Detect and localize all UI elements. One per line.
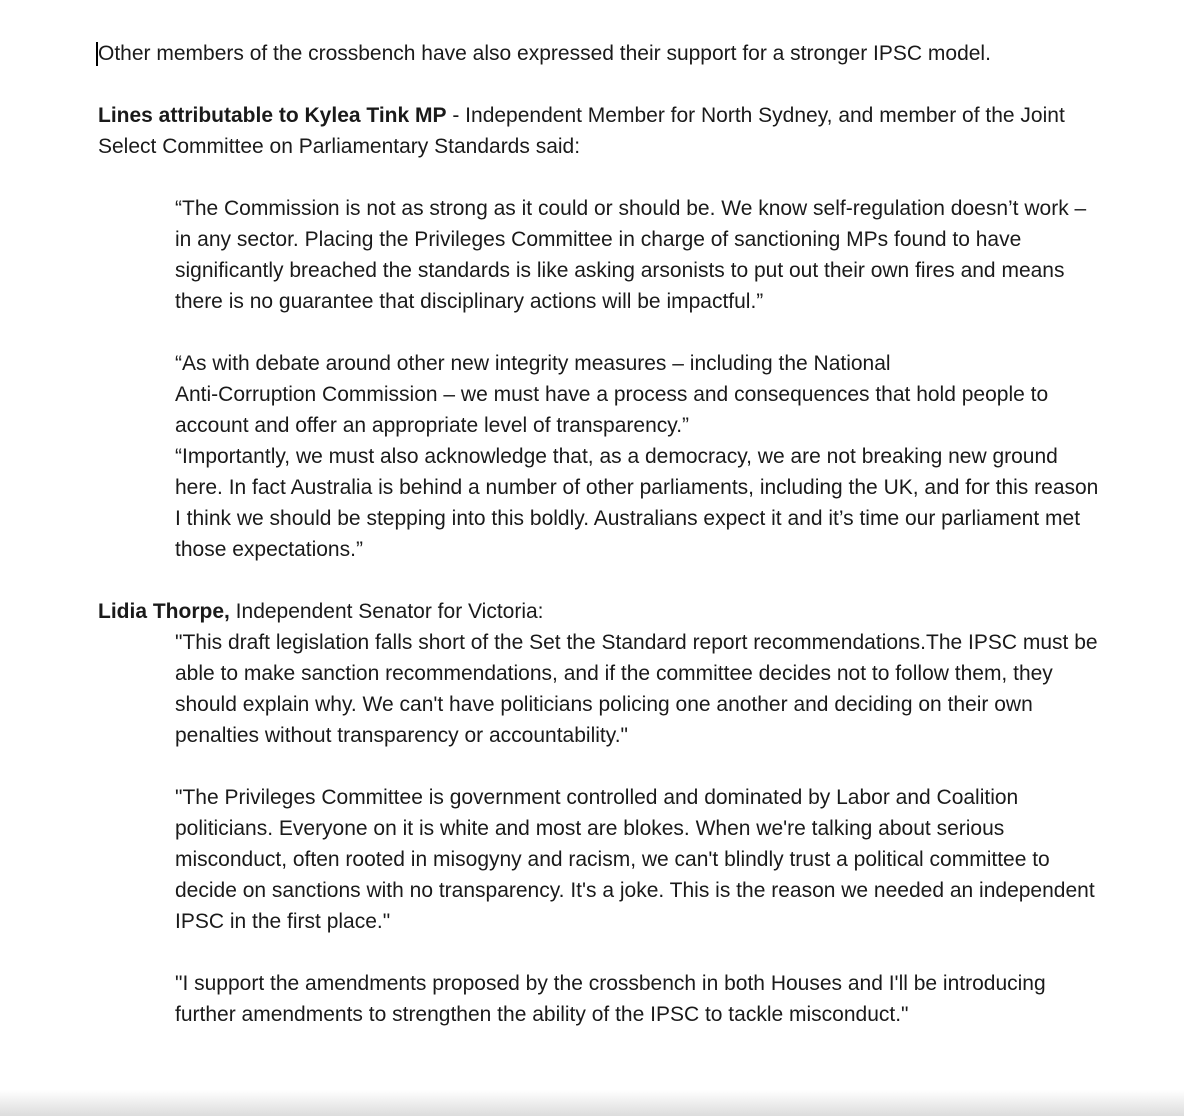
tink-quote-2 xyxy=(175,348,1108,441)
thorpe-quote-2: "The Privileges Committee is government controlled and dominated by Labor and Coalition politicians. Everyone on it is white and most are blokes. When we're talking about serious misconduct, often rooted in misogyny and racism, we can't blindly trust a political committee to decide on sanctions with no transparency. It's a joke. This is the reason we needed an independent IPSC in the first place." xyxy=(175,786,1095,933)
tink-quote-2-line-2: Anti-Corruption Commission – we must have a process and consequences that hold people to account and offer an appropriate level of transparency.” xyxy=(175,383,1049,437)
thorpe-quote-1: "This draft legislation falls short of the Set the Standard report recommendations.The IPSC must be able to make sanction recommendations, and if the committee decides not to follow them, they should explain why. We can't have politicians policing one another and deciding on their own penalties without transparency or accountability." xyxy=(175,631,1098,747)
intro-paragraph: Other members of the crossbench have also expressed their support for a stronger IPSC model. xyxy=(98,42,991,65)
page-bottom-shadow xyxy=(0,1090,1184,1116)
paragraph-spacer xyxy=(98,317,1108,348)
tink-quote-3: “Importantly, we must also acknowledge that, as a democracy, we are not breaking new ground here. In fact Australia is behind a number of other parliaments, including the UK, and for this reason I think we should be stepping into this boldly. Australians expect it and it’s time our parliament met those expectations.” xyxy=(175,445,1099,561)
thorpe-attribution-rest: Independent Senator for Victoria: xyxy=(229,600,544,623)
thorpe-attribution xyxy=(98,596,1108,627)
tink-attribution xyxy=(98,100,1108,162)
document-body[interactable] xyxy=(98,38,1108,1030)
paragraph-spacer xyxy=(98,937,1108,968)
paragraph-spacer xyxy=(98,69,1108,100)
paragraph-spacer xyxy=(98,162,1108,193)
tink-quote-2-line-1: “As with debate around other new integrity measures – including the National xyxy=(175,352,891,375)
thorpe-attribution-bold: Lidia Thorpe, xyxy=(98,600,230,623)
paragraph-spacer xyxy=(98,565,1108,596)
tink-attribution-bold: Lines attributable to Kylea Tink MP xyxy=(98,104,447,127)
thorpe-quote-3: "I support the amendments proposed by the crossbench in both Houses and I'll be introducing further amendments to strengthen the ability of the IPSC to tackle misconduct." xyxy=(175,972,1046,1026)
tink-quote-1: “The Commission is not as strong as it could or should be. We know self-regulation doesn’t work – in any sector. Placing the Privileges Committee in charge of sanctioning MPs found to have significantly breached the standards is like asking arsonists to put out their own fires and means there is no guarantee that disciplinary actions will be impactful.” xyxy=(175,197,1087,313)
tink-attribution-rest: - Independent Member for North Sydney, and member of the Joint Select Committee on Parliamentary Standards said: xyxy=(98,104,1065,158)
paragraph-spacer xyxy=(98,751,1108,782)
